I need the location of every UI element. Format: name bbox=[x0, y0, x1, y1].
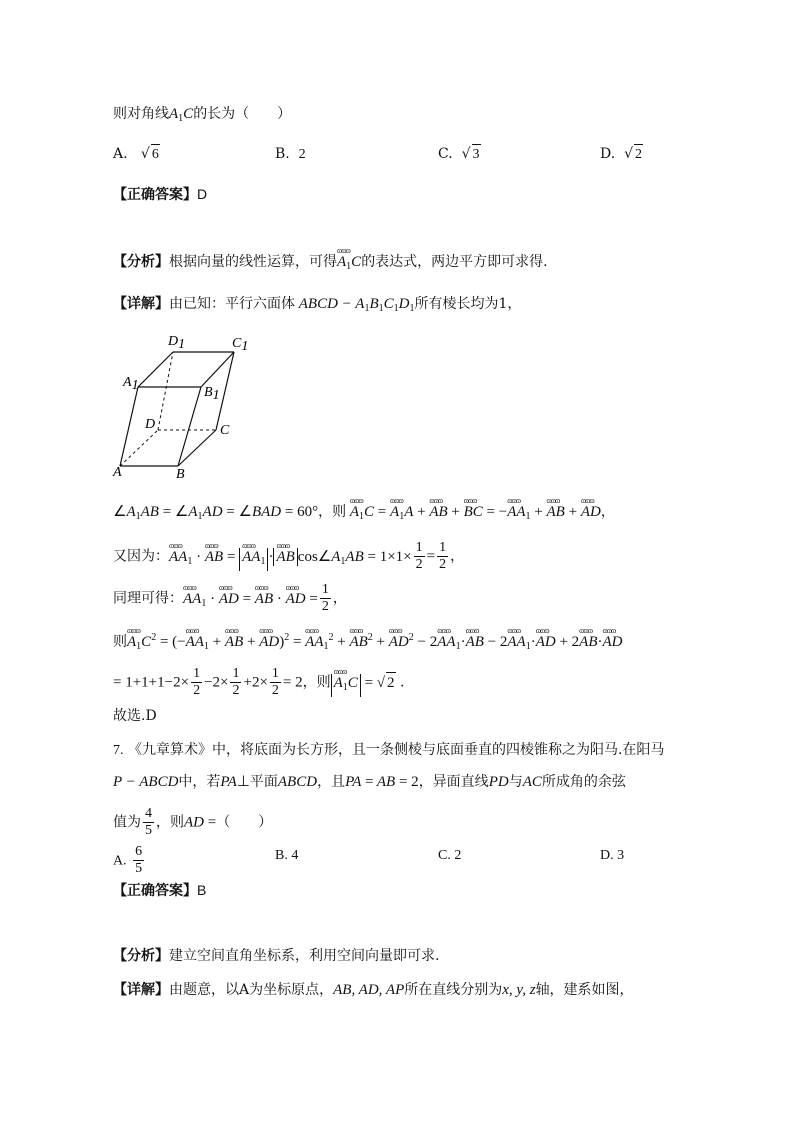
q6-stem: 则对角线$A_1C$的长为（ ） bbox=[113, 106, 292, 124]
q6-analysis: 【分析】根据向量的线性运算，可得ɷɷɷ $A_1C$的表达式，两边平方即可求得. bbox=[113, 252, 548, 277]
q6-dot-product-line: 又因为：ɷɷɷ $AA_1$ · ɷɷɷ AB = ɷɷɷ $AA_1$ ·ɷɷɷ AB $\cos\angle A_1AB = 1\times 1\times$ $\frac{1}{2}$ = $\frac{1}{2}$ ， bbox=[113, 540, 464, 573]
q7-answer: 【正确答案】B bbox=[113, 882, 207, 899]
q7-stem-line-1: 7. 《九章算术》中，将底面为长方形，且一条侧棱与底面垂直的四棱锥称之为阳马.在阳马 bbox=[113, 742, 665, 758]
label-b1: B1 bbox=[204, 385, 220, 403]
q7-stem-line-2: P − ABCD中，若PA⊥平面ABCD，且PA = AB = 2，异面直线PD与AC所成角的余弦 bbox=[113, 774, 626, 790]
q7-analysis: 【分析】建立空间直角坐标系，利用空间向量即可求. bbox=[113, 948, 440, 964]
q6-angle-line: $\angle A_1AB$ = $\angle A_1AD$ = ∠BAD = 60°，则 ɷɷɷ $A_1C$ = ɷɷɷ $A_1A$ + ɷɷɷ AB + ɷɷɷ BC = −ɷɷɷ $AA_1$ + ɷɷɷ AB + ɷɷɷ AD， bbox=[113, 502, 615, 527]
q6-option-c: C. √ 3 bbox=[438, 144, 481, 165]
q7-option-c: C. 2 bbox=[438, 848, 462, 863]
q6-detail: 【详解】由已知：平行六面体 ABCD − $A_1B_1C_1D_1$所有棱长均为1， bbox=[113, 296, 522, 314]
label-d1: D1 bbox=[168, 334, 186, 352]
q6-option-b: B. 2 bbox=[275, 146, 306, 162]
q6-answer: 【正确答案】D bbox=[113, 186, 208, 203]
q7-detail: 【详解】由题意，以A为坐标原点，AB, AD, AP所在直线分别为x, y, z轴，建系如图， bbox=[113, 982, 634, 998]
q7-option-d: D. 3 bbox=[600, 848, 625, 863]
label-b: B bbox=[176, 467, 185, 480]
q6-option-d: D. √ 2 bbox=[600, 144, 643, 165]
label-c1: C1 bbox=[232, 336, 249, 354]
label-c: C bbox=[220, 423, 230, 438]
q7-option-b: B. 4 bbox=[275, 848, 299, 863]
q6-same-line: 同理可得：ɷɷɷ $AA_1$ · ɷɷɷ AD = ɷɷɷ AB · ɷɷɷ AD = $\frac{1}{2}$ ， bbox=[113, 582, 347, 615]
label-a: A bbox=[113, 465, 122, 480]
q6-option-a: A. √ 6 bbox=[113, 144, 160, 165]
q6-choose: 故选.D bbox=[113, 708, 157, 724]
q7-option-a: A. $\frac{6}{5}$ bbox=[113, 844, 143, 876]
parallelepiped-figure bbox=[110, 330, 260, 480]
q6-result-line: = 1+1+1−2× $\frac{1}{2}$ −2× $\frac{1}{2}$ +2× $\frac{1}{2}$ = 2，则ɷɷɷ $A_1C$ = √ 2 . bbox=[113, 666, 404, 699]
label-d: D bbox=[145, 417, 156, 432]
label-a1: A1 bbox=[123, 375, 139, 393]
q6-square-line: 则ɷɷɷ $A_1C^2$ = (−ɷɷɷ $AA_1$ + ɷɷɷ AB + ɷɷɷ AD)$^2$ = ɷɷɷ $AA_1^2$ + ɷɷɷ $AB^2$ + ɷɷɷ $AD^2$ − 2ɷɷɷ $AA_1\cdot ɷɷɷ$ AB − 2ɷɷɷ $AA_1\cdot ɷɷɷ$ AD + 2ɷɷɷ AB·ɷɷɷ AD bbox=[113, 628, 622, 657]
q7-stem-line-3: 值为 $\frac{4}{5}$ ，则AD =（ ） bbox=[113, 806, 273, 838]
